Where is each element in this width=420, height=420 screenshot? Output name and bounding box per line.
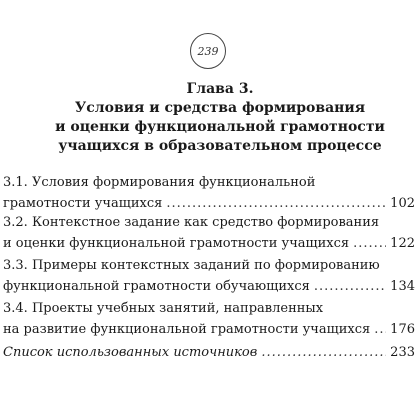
toc-entry-title: 3.2. Контекстное задание как средство формирования: [3, 215, 380, 230]
toc-leader-dots: [353, 233, 386, 254]
chapter-heading: [30, 80, 410, 156]
toc-entry-title: 3.1. Условия формирования функциональной: [3, 175, 316, 190]
toc-entry-3-2[interactable]: [3, 212, 415, 254]
toc-entry-title-cont: на развитие функциональной грамотности учащихся: [3, 322, 371, 337]
toc-page-number: 233: [390, 345, 415, 360]
toc-entry-title: 3.3. Примеры контекстных заданий по формированию: [3, 258, 380, 273]
toc-entry-bibliography[interactable]: [3, 342, 415, 363]
chapter-title-line: учащихся в образовательном процессе: [58, 138, 382, 154]
toc-entry-title-cont: функциональной грамотности обучающихся: [3, 279, 310, 294]
page-number: 239: [197, 44, 219, 58]
toc-page-number: 122: [390, 236, 415, 251]
page-number-badge: [190, 33, 226, 69]
toc-page-number: 134: [390, 279, 415, 294]
toc-leader-dots: [374, 319, 386, 340]
toc-entry-title-cont: грамотности учащихся: [3, 196, 163, 211]
chapter-title-line: и оценки функциональной грамотности: [55, 119, 385, 135]
toc-page-number: 102: [390, 196, 415, 211]
toc-entry-3-1[interactable]: [3, 172, 415, 214]
toc-entry-title: 3.4. Проекты учебных занятий, направленных: [3, 301, 324, 316]
toc-leader-dots: [261, 342, 386, 363]
toc-leader-dots: [166, 193, 386, 214]
bibliography-label: Список использованных источников: [3, 345, 258, 360]
toc-entry-3-4[interactable]: [3, 298, 415, 340]
toc-page-number: 176: [390, 322, 415, 337]
toc-entry-title-cont: и оценки функциональной грамотности учащихся: [3, 236, 350, 251]
chapter-title-line: Условия и средства формирования: [74, 100, 366, 116]
toc-entry-3-3[interactable]: [3, 255, 415, 297]
toc-leader-dots: [314, 276, 386, 297]
chapter-label: Глава 3.: [186, 81, 254, 97]
